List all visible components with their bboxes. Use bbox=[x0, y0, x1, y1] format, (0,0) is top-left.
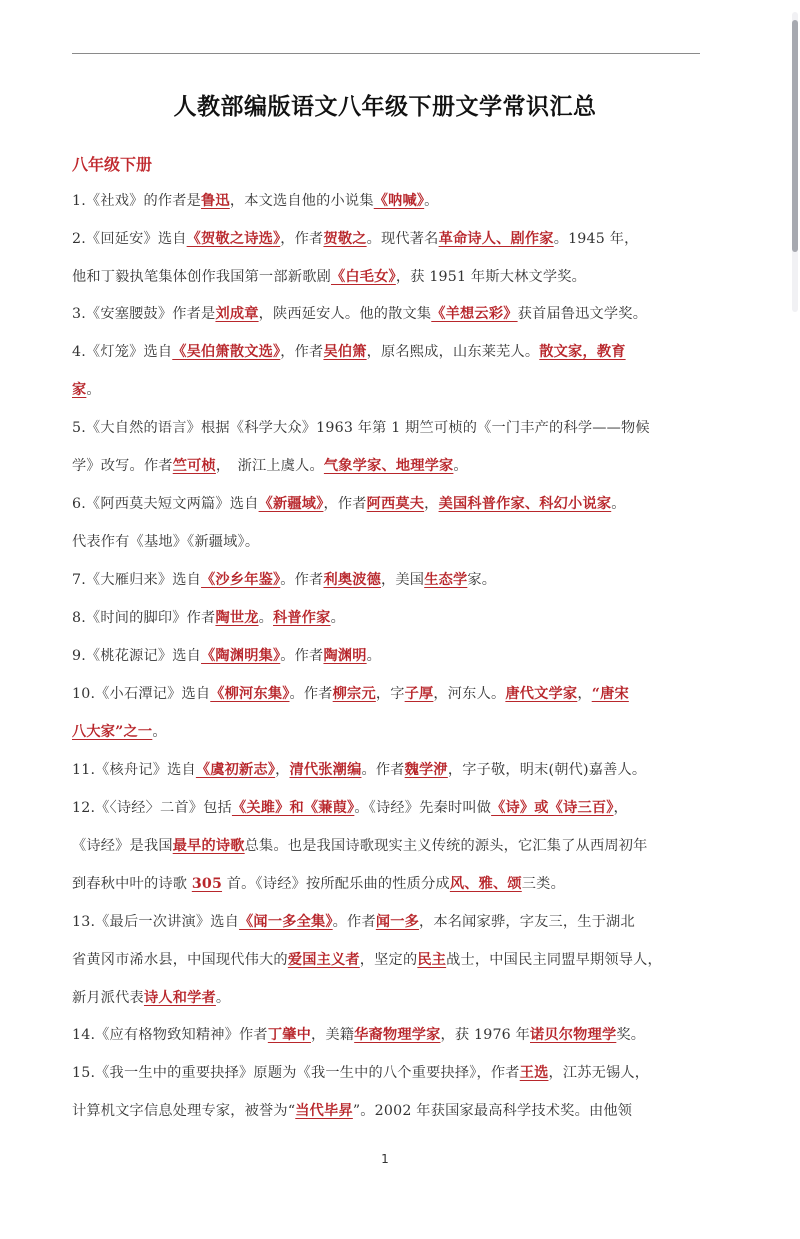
text-line bbox=[72, 645, 381, 665]
highlighted-term: 当代毕昇 bbox=[295, 1103, 353, 1119]
text-segment: 。作者 bbox=[280, 648, 324, 664]
highlighted-term: 吴伯箫 bbox=[323, 344, 367, 360]
text-line bbox=[72, 266, 586, 286]
text-segment: ，字子敬，明末(朝代)嘉善人。 bbox=[447, 762, 647, 778]
text-line bbox=[72, 531, 259, 551]
highlighted-term: 柳宗元 bbox=[332, 686, 376, 702]
text-line bbox=[72, 607, 345, 627]
highlighted-term: 《关雎》和《蒹葭》 bbox=[231, 800, 355, 816]
scrollbar-thumb[interactable] bbox=[792, 20, 798, 252]
text-segment: 11.《核舟记》选自 bbox=[72, 762, 196, 778]
highlighted-term: 革命诗人、剧作家 bbox=[438, 231, 554, 247]
text-segment: 2.《回延安》选自 bbox=[72, 231, 187, 247]
text-segment: 首。《诗经》按所配乐曲的性质分成 bbox=[222, 876, 450, 892]
highlighted-term: 《闻一多全集》 bbox=[239, 914, 333, 930]
highlighted-term: 《虞初新志》 bbox=[195, 762, 276, 778]
text-segment: ，美国 bbox=[381, 572, 425, 588]
text-segment: ， bbox=[577, 686, 592, 702]
text-segment: 。 bbox=[330, 610, 345, 626]
text-segment: 。作者 bbox=[361, 762, 405, 778]
text-line bbox=[72, 303, 647, 323]
document-title: 人教部编版语文八年级下册文学常识汇总 bbox=[173, 94, 597, 120]
text-segment: 。 bbox=[366, 648, 382, 664]
text-line bbox=[72, 341, 626, 361]
highlighted-term: 《柳河东集》 bbox=[210, 686, 290, 702]
highlighted-term: 八大家”之一 bbox=[72, 724, 153, 740]
text-segment: ，原名熙成，山东莱芜人。 bbox=[366, 344, 540, 360]
text-segment: 计算机文字信息处理专家，被誉为“ bbox=[72, 1103, 296, 1119]
text-segment: 14.《应有格物致知精神》作者 bbox=[72, 1027, 268, 1043]
text-segment: ， bbox=[424, 496, 439, 512]
text-segment: 学》改写。作者 bbox=[72, 458, 173, 474]
text-segment: ，获 1951 年斯大林文学奖。 bbox=[395, 269, 587, 285]
text-segment: 15.《我一生中的重要抉择》原题为《我一生中的八个重要抉择》，作者 bbox=[72, 1065, 520, 1081]
text-segment: ，获 1976 年 bbox=[440, 1027, 530, 1043]
text-segment: ，坚定的 bbox=[359, 952, 418, 968]
top-divider bbox=[72, 53, 700, 54]
highlighted-term: 陶世龙 bbox=[215, 610, 259, 626]
text-line bbox=[72, 835, 648, 855]
text-segment: 6.《阿西莫夫短文两篇》选自 bbox=[72, 496, 259, 512]
highlighted-term: 科普作家 bbox=[273, 610, 331, 626]
text-line bbox=[72, 949, 662, 969]
text-segment: 新月派代表 bbox=[72, 990, 144, 1006]
text-segment: ，美籍 bbox=[311, 1027, 355, 1043]
highlighted-term: 诗人和学者 bbox=[143, 990, 216, 1006]
highlighted-term: 美国科普作家、科幻小说家 bbox=[438, 496, 612, 512]
text-segment: 。 bbox=[215, 990, 231, 1006]
text-segment: 代表作有《基地》《新疆域》。 bbox=[72, 534, 260, 550]
text-line bbox=[72, 721, 167, 741]
highlighted-term: 王选 bbox=[519, 1065, 549, 1081]
text-segment: 7.《大雁归来》选自 bbox=[72, 572, 202, 588]
highlighted-term: 爱国主义者 bbox=[287, 952, 360, 968]
text-segment: 8.《时间的脚印》作者 bbox=[72, 610, 216, 626]
text-segment: 。作者 bbox=[332, 914, 376, 930]
text-segment: 。 bbox=[611, 496, 626, 512]
highlighted-term: 鲁迅 bbox=[201, 193, 230, 209]
text-segment: 奖。 bbox=[616, 1027, 646, 1043]
text-segment: 《诗经》是我国 bbox=[72, 838, 173, 854]
highlighted-term: “唐宋 bbox=[591, 686, 629, 702]
text-segment: ，陕西延安人。他的散文集 bbox=[258, 306, 432, 322]
text-segment: 战士，中国民主同盟早期领导人， bbox=[446, 952, 662, 968]
text-line bbox=[72, 759, 646, 779]
highlighted-term: 《诗》或《诗三百》 bbox=[491, 800, 614, 816]
highlighted-term: 风、雅、颂 bbox=[449, 876, 522, 892]
text-segment: 。 bbox=[152, 724, 167, 740]
page-number: 1 bbox=[381, 1152, 389, 1166]
text-segment: ”。2002 年获国家最高科学技术奖。由他领 bbox=[352, 1103, 633, 1119]
highlighted-term: 民主 bbox=[417, 952, 447, 968]
highlighted-term: 利奥波德 bbox=[323, 572, 382, 588]
text-segment: ， bbox=[275, 762, 290, 778]
text-segment: ，作者 bbox=[323, 496, 367, 512]
text-segment: 。1945 年， bbox=[553, 231, 639, 247]
highlighted-term: 刘成章 bbox=[215, 306, 259, 322]
text-segment: 5.《大自然的语言》根据《科学大众》1963 年第 1 期竺可桢的《一门丰产的科学——物候 bbox=[72, 420, 650, 436]
highlighted-term: 《呐喊》 bbox=[373, 193, 425, 209]
text-segment: ，江苏无锡人， bbox=[548, 1065, 650, 1081]
text-segment: 3.《安塞腰鼓》作者是 bbox=[72, 306, 216, 322]
highlighted-term: 诺贝尔物理学 bbox=[530, 1027, 617, 1043]
highlighted-term: 《吴伯箫散文选》 bbox=[172, 344, 281, 360]
text-segment: 。 bbox=[453, 458, 468, 474]
highlighted-term: 子厚 bbox=[404, 686, 434, 702]
highlighted-term: 闻一多 bbox=[375, 914, 420, 930]
text-segment: ，作者 bbox=[280, 344, 324, 360]
text-segment: 省黄冈市浠水县，中国现代伟大的 bbox=[72, 952, 288, 968]
highlighted-term: 陶渊明 bbox=[323, 648, 367, 664]
highlighted-term: 《白毛女》 bbox=[330, 269, 396, 285]
text-segment: ， 浙江上虞人。 bbox=[215, 458, 324, 474]
text-line bbox=[72, 228, 638, 248]
highlighted-term: 阿西莫夫 bbox=[366, 496, 425, 512]
highlighted-term: 生态学 bbox=[424, 572, 468, 588]
text-segment: 。 bbox=[86, 382, 101, 398]
highlighted-term: 最早的诗歌 bbox=[172, 838, 245, 854]
text-segment: 12.《〈诗经〉二首》包括 bbox=[72, 800, 232, 816]
text-segment: 。作者 bbox=[289, 686, 333, 702]
text-line bbox=[72, 911, 635, 931]
highlighted-term: 《沙乡年鉴》 bbox=[201, 572, 281, 588]
text-line bbox=[72, 455, 468, 475]
highlighted-term: 散文家，教育 bbox=[539, 344, 626, 360]
text-segment: ， bbox=[613, 800, 628, 816]
text-segment: ，字 bbox=[375, 686, 405, 702]
highlighted-term: 气象学家、地理学家 bbox=[323, 458, 454, 474]
highlighted-term: 华裔物理学家 bbox=[354, 1027, 441, 1043]
section-heading: 八年级下册 bbox=[72, 155, 153, 174]
highlighted-term: 丁肇中 bbox=[267, 1027, 311, 1043]
text-segment: 。现代著名 bbox=[366, 231, 439, 247]
text-segment: ，作者 bbox=[280, 231, 324, 247]
text-segment: ，河东人。 bbox=[433, 686, 506, 702]
text-line bbox=[72, 873, 565, 893]
highlighted-term: 《陶渊明集》 bbox=[201, 648, 281, 664]
text-segment: 获首届鲁迅文学奖。 bbox=[517, 306, 648, 322]
text-segment: ，本名闻家骅，字友三，生于湖北 bbox=[419, 914, 635, 930]
text-line bbox=[72, 190, 439, 210]
text-segment: 4.《灯笼》选自 bbox=[72, 344, 173, 360]
text-segment: ，本文选自他的小说集 bbox=[229, 193, 374, 209]
text-segment: 三类。 bbox=[521, 876, 565, 892]
text-line bbox=[72, 1100, 632, 1120]
text-line bbox=[72, 493, 626, 513]
text-line bbox=[72, 569, 496, 589]
text-segment: 。《诗经》先秦时叫做 bbox=[354, 800, 492, 816]
text-segment: 到春秋中叶的诗歌 bbox=[72, 876, 192, 892]
text-line bbox=[72, 683, 629, 703]
text-segment: 9.《桃花源记》选自 bbox=[72, 648, 202, 664]
highlighted-term: 竺可桢 bbox=[172, 458, 216, 474]
highlighted-term: 家 bbox=[72, 382, 87, 398]
text-line bbox=[72, 379, 101, 399]
highlighted-term: 唐代文学家 bbox=[505, 686, 578, 702]
highlighted-term: 《贺敬之诗选》 bbox=[186, 231, 281, 247]
highlighted-term: 魏学洢 bbox=[404, 762, 448, 778]
text-segment: 13.《最后一次讲演》选自 bbox=[72, 914, 240, 930]
highlighted-term: 305 bbox=[191, 876, 223, 892]
highlighted-term: 《羊想云彩》 bbox=[431, 306, 518, 322]
text-segment: 。 bbox=[258, 610, 273, 626]
text-segment: 家。 bbox=[467, 572, 497, 588]
highlighted-term: 清代张潮编 bbox=[289, 762, 362, 778]
text-segment: 。 bbox=[424, 193, 439, 209]
text-line bbox=[72, 987, 230, 1007]
text-segment: 总集。也是我国诗歌现实主义传统的源头，它汇集了从西周初年 bbox=[244, 838, 648, 854]
text-line bbox=[72, 417, 650, 437]
text-line bbox=[72, 1062, 649, 1082]
text-line bbox=[72, 797, 628, 817]
text-segment: 1.《社戏》的作者是 bbox=[72, 193, 202, 209]
text-segment: 10.《小石潭记》选自 bbox=[72, 686, 211, 702]
text-segment: 。作者 bbox=[280, 572, 324, 588]
highlighted-term: 贺敬之 bbox=[323, 231, 367, 247]
text-segment: 他和丁毅执笔集体创作我国第一部新歌剧 bbox=[72, 269, 331, 285]
text-line bbox=[72, 1024, 645, 1044]
highlighted-term: 《新疆域》 bbox=[258, 496, 324, 512]
